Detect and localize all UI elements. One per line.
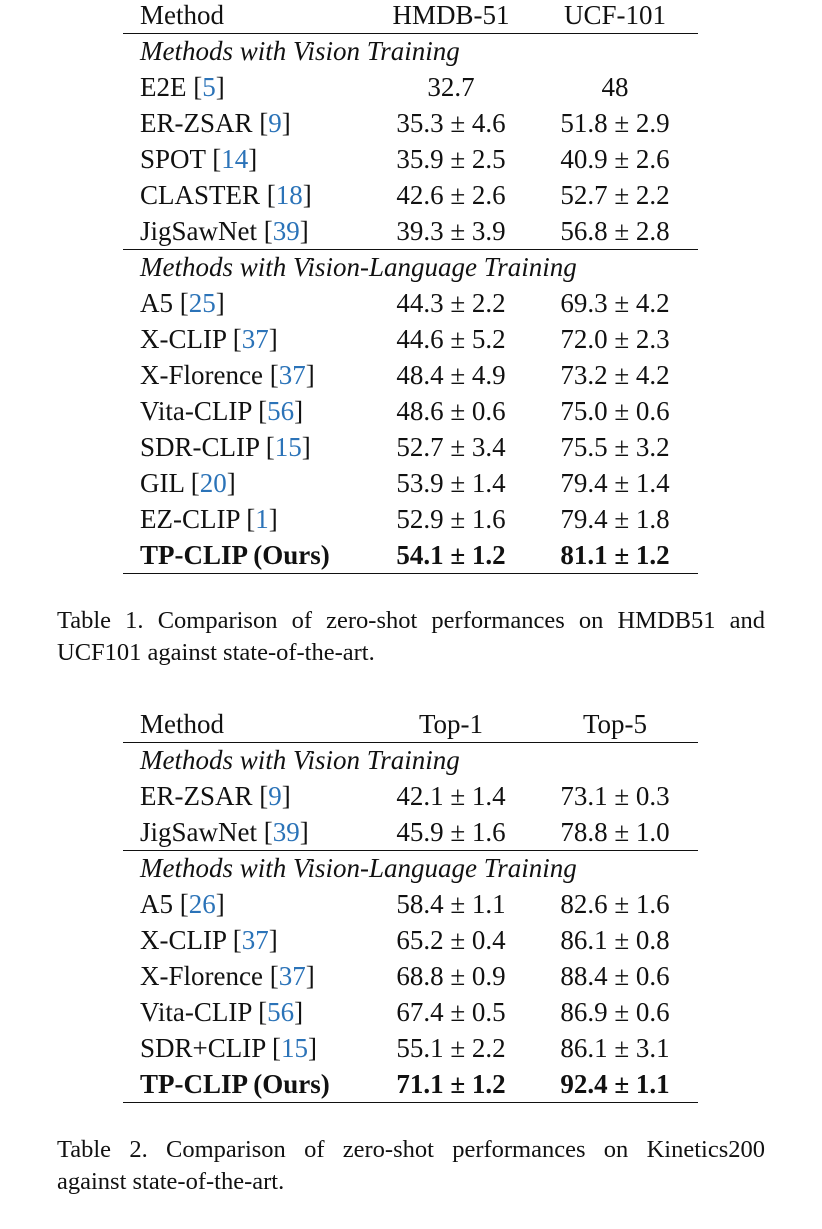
group-title: Methods with Vision Training [140, 745, 460, 775]
method-name: JigSawNet [140, 216, 257, 246]
section-rule [123, 850, 698, 851]
value-cell-col2: 75.0 ± 0.6 [560, 396, 670, 426]
value-cell-col2: 82.6 ± 1.6 [560, 889, 670, 919]
citation-link[interactable]: 14 [221, 144, 249, 174]
table-row [123, 285, 698, 321]
method-name: Vita-CLIP [140, 997, 252, 1027]
value-cell-col1: 45.9 ± 1.6 [396, 817, 506, 847]
citation-link[interactable]: 9 [268, 108, 282, 138]
value-cell-col1: 48.6 ± 0.6 [396, 396, 506, 426]
table-1-header-row [123, 0, 698, 33]
value-cell-col2: 52.7 ± 2.2 [560, 180, 670, 210]
value-cell-col1: 42.1 ± 1.4 [396, 781, 506, 811]
method-cell: SPOT [14] [140, 144, 258, 174]
value-cell-col1: 52.9 ± 1.6 [396, 504, 506, 534]
method-name: GIL [140, 468, 184, 498]
table-row [123, 922, 698, 958]
method-cell: X-Florence [37] [140, 961, 315, 991]
value-cell-col1: 35.9 ± 2.5 [396, 144, 506, 174]
group-title: Methods with Vision Training [140, 36, 460, 66]
value-cell-col2: 88.4 ± 0.6 [560, 961, 670, 991]
value-cell-col1: 55.1 ± 2.2 [396, 1033, 506, 1063]
table-1 [123, 0, 698, 573]
value-cell-col2: 75.5 ± 3.2 [560, 432, 670, 462]
method-cell: X-CLIP [37] [140, 925, 278, 955]
method-name: SPOT [140, 144, 206, 174]
method-name: X-Florence [140, 360, 263, 390]
value-cell-col2: 86.9 ± 0.6 [560, 997, 670, 1027]
value-cell-col2: 51.8 ± 2.9 [560, 108, 670, 138]
table-row [123, 141, 698, 177]
table-row [123, 429, 698, 465]
column-header-method: Method [140, 0, 224, 30]
value-cell-col2: 86.1 ± 0.8 [560, 925, 670, 955]
section-rule [123, 742, 698, 743]
table-2-caption-line-1: Table 2. Comparison of zero-shot performances on Kinetics200 [57, 1136, 765, 1163]
citation-link[interactable]: 39 [272, 216, 300, 246]
table-2-caption-line-2: against state-of-the-art. [57, 1168, 285, 1195]
method-name: E2E [140, 72, 187, 102]
column-header-hmdb51: HMDB-51 [392, 0, 510, 30]
table-row [123, 1030, 698, 1066]
value-cell-col1: 44.3 ± 2.2 [396, 288, 506, 318]
method-cell: Vita-CLIP [56] [140, 997, 304, 1027]
citation-link[interactable]: 20 [199, 468, 227, 498]
table-row [123, 1066, 698, 1102]
value-cell-col1: 54.1 ± 1.2 [396, 540, 506, 570]
table-1-caption-line-1: Table 1. Comparison of zero-shot performances on HMDB51 and [57, 607, 765, 634]
citation-link[interactable]: 39 [272, 817, 300, 847]
value-cell-col1: 35.3 ± 4.6 [396, 108, 506, 138]
method-cell [140, 537, 330, 573]
value-cell-col1: 58.4 ± 1.1 [396, 889, 506, 919]
citation-link[interactable]: 37 [241, 324, 269, 354]
method-cell: CLASTER [18] [140, 180, 312, 210]
method-cell: X-CLIP [37] [140, 324, 278, 354]
value-cell-col2: 40.9 ± 2.6 [560, 144, 670, 174]
method-cell: ER-ZSAR [9] [140, 108, 291, 138]
table-row [123, 886, 698, 922]
citation-link[interactable]: 56 [267, 396, 295, 426]
section-rule [123, 33, 698, 34]
method-cell: SDR+CLIP [15] [140, 1033, 318, 1063]
method-cell: EZ-CLIP [1] [140, 504, 278, 534]
citation-link[interactable]: 9 [268, 781, 282, 811]
citation-link[interactable]: 56 [267, 997, 295, 1027]
method-cell: Vita-CLIP [56] [140, 396, 304, 426]
method-name: Vita-CLIP [140, 396, 252, 426]
method-name: ER-ZSAR [140, 108, 253, 138]
group-title-row [123, 742, 698, 778]
bottom-rule [123, 573, 698, 574]
bottom-rule [123, 1102, 698, 1103]
value-cell-col1: 39.3 ± 3.9 [396, 216, 506, 246]
table-row [123, 105, 698, 141]
citation-link[interactable]: 1 [255, 504, 269, 534]
citation-link[interactable]: 25 [188, 288, 216, 318]
citation-link[interactable]: 15 [281, 1033, 309, 1063]
method-name: CLASTER [140, 180, 261, 210]
value-cell-col1: 71.1 ± 1.2 [396, 1069, 506, 1099]
value-cell-col2: 86.1 ± 3.1 [560, 1033, 670, 1063]
value-cell-col1: 42.6 ± 2.6 [396, 180, 506, 210]
value-cell-col2: 78.8 ± 1.0 [560, 817, 670, 847]
method-cell: JigSawNet [39] [140, 817, 309, 847]
method-name: SDR+CLIP [140, 1033, 266, 1063]
table-2-caption [57, 1134, 765, 1198]
method-cell: A5 [26] [140, 889, 225, 919]
citation-link[interactable]: 26 [188, 889, 216, 919]
citation-link[interactable]: 37 [241, 925, 269, 955]
method-name: JigSawNet [140, 817, 257, 847]
method-name: ER-ZSAR [140, 781, 253, 811]
method-name: X-CLIP [140, 324, 226, 354]
value-cell-col2: 72.0 ± 2.3 [560, 324, 670, 354]
value-cell-col1: 52.7 ± 3.4 [396, 432, 506, 462]
value-cell-col1: 65.2 ± 0.4 [396, 925, 506, 955]
value-cell-col2: 69.3 ± 4.2 [560, 288, 670, 318]
table-1-caption-line-2: UCF101 against state-of-the-art. [57, 639, 375, 666]
group-title-row [123, 249, 698, 285]
method-cell: ER-ZSAR [9] [140, 781, 291, 811]
value-cell-col1: 48.4 ± 4.9 [396, 360, 506, 390]
method-cell: A5 [25] [140, 288, 225, 318]
group-title: Methods with Vision-Language Training [140, 252, 577, 282]
group-title: Methods with Vision-Language Training [140, 853, 577, 883]
method-name: A5 [140, 889, 173, 919]
method-name: X-Florence [140, 961, 263, 991]
column-header-top5: Top-5 [582, 709, 648, 739]
value-cell-col2: 79.4 ± 1.4 [560, 468, 670, 498]
method-cell: E2E [5] [140, 72, 225, 102]
method-name: A5 [140, 288, 173, 318]
table-row [123, 213, 698, 249]
value-cell-col2: 56.8 ± 2.8 [560, 216, 670, 246]
value-cell-col1: 67.4 ± 0.5 [396, 997, 506, 1027]
method-name: TP-CLIP (Ours) [140, 1069, 330, 1099]
value-cell-col2: 48 [601, 72, 629, 102]
method-name: X-CLIP [140, 925, 226, 955]
group-title-row [123, 850, 698, 886]
citation-link[interactable]: 18 [275, 180, 303, 210]
table-row [123, 958, 698, 994]
table-2 [123, 706, 698, 1102]
column-header-method: Method [140, 709, 224, 739]
table-row [123, 537, 698, 573]
table-row [123, 177, 698, 213]
method-cell: X-Florence [37] [140, 360, 315, 390]
method-cell [140, 1066, 330, 1102]
method-name: TP-CLIP (Ours) [140, 540, 330, 570]
table-row [123, 393, 698, 429]
table-2-header-row [123, 706, 698, 742]
table-row [123, 321, 698, 357]
table-row [123, 501, 698, 537]
table-row [123, 357, 698, 393]
value-cell-col2: 79.4 ± 1.8 [560, 504, 670, 534]
citation-link[interactable]: 5 [202, 72, 216, 102]
table-row [123, 814, 698, 850]
column-header-top1: Top-1 [418, 709, 484, 739]
method-cell: SDR-CLIP [15] [140, 432, 311, 462]
method-name: SDR-CLIP [140, 432, 260, 462]
value-cell-col2: 73.2 ± 4.2 [560, 360, 670, 390]
value-cell-col2: 81.1 ± 1.2 [560, 540, 670, 570]
table-1-caption [57, 605, 765, 669]
table-row [123, 69, 698, 105]
value-cell-col2: 92.4 ± 1.1 [560, 1069, 670, 1099]
table-row [123, 778, 698, 814]
method-cell: JigSawNet [39] [140, 216, 309, 246]
group-title-row [123, 33, 698, 69]
section-rule [123, 249, 698, 250]
method-cell: GIL [20] [140, 468, 236, 498]
value-cell-col1: 44.6 ± 5.2 [396, 324, 506, 354]
citation-link[interactable]: 15 [274, 432, 302, 462]
citation-link[interactable]: 37 [278, 961, 306, 991]
citation-link[interactable]: 37 [278, 360, 306, 390]
table-row [123, 994, 698, 1030]
column-header-ucf101: UCF-101 [563, 0, 666, 30]
value-cell-col1: 32.7 [427, 72, 475, 102]
value-cell-col1: 68.8 ± 0.9 [396, 961, 506, 991]
method-name: EZ-CLIP [140, 504, 240, 534]
table-row [123, 465, 698, 501]
value-cell-col2: 73.1 ± 0.3 [560, 781, 670, 811]
value-cell-col1: 53.9 ± 1.4 [396, 468, 506, 498]
